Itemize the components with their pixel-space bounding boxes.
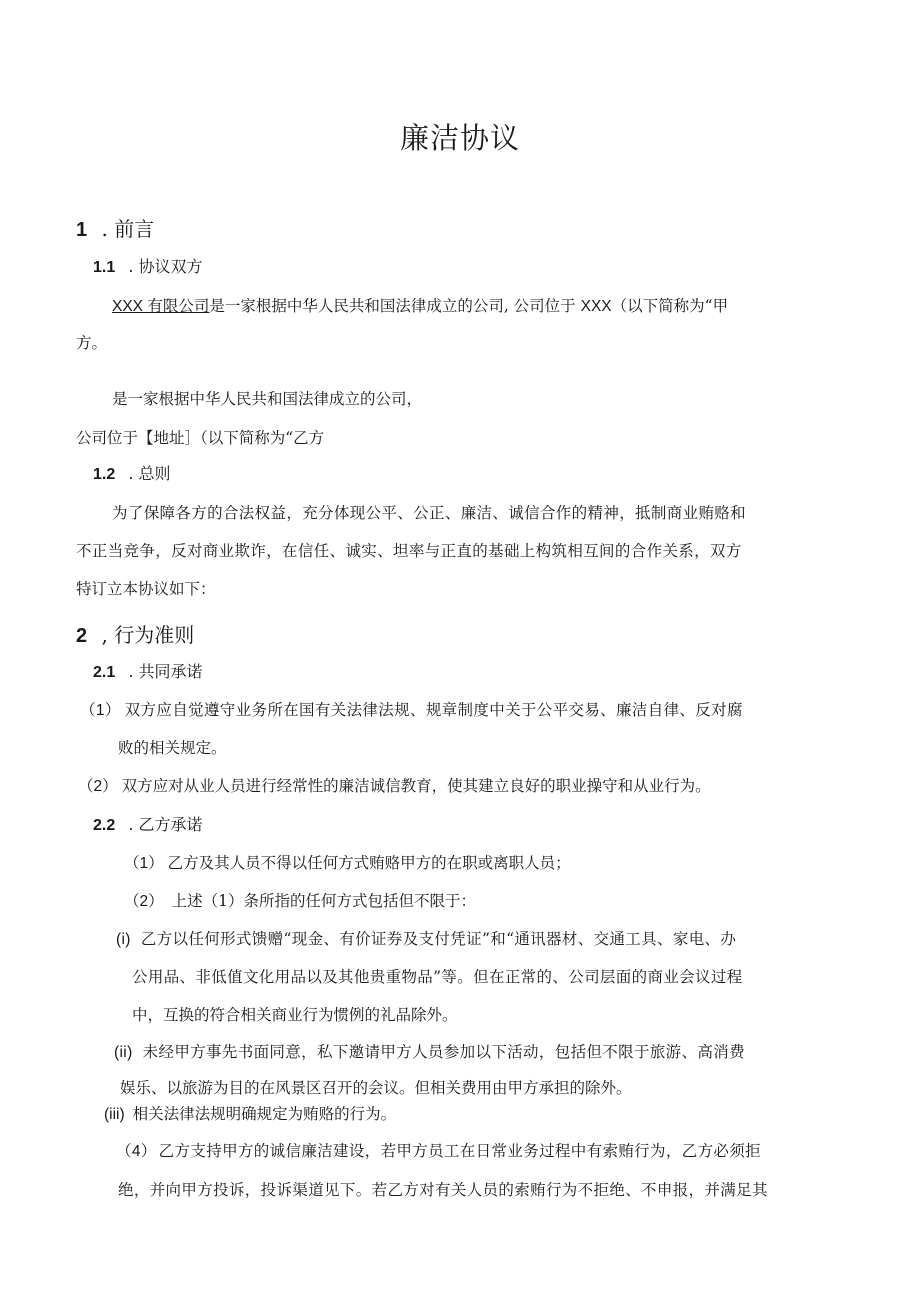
section-1-heading [76,217,154,242]
section-label: . 协议双方 [128,257,203,276]
page-title: 廉洁协议 [399,121,520,155]
item-text: 乙方支持甲方的诚信廉洁建设，若甲方员工在日常业务过程中有索贿行为，乙方必须拒 [158,1142,761,1160]
section-label: , 行为准则 [101,623,195,647]
subitem-i-line-3: 中，互换的符合相关商业行为惯例的礼品除外。 [132,1006,458,1024]
subitem-marker: (i) [116,931,131,948]
item-marker: （2） [124,893,164,910]
subitem-marker: (iii) [104,1106,125,1123]
party-a-company-name: XXX 有限公司 [112,298,210,315]
section-label: . 共同承诺 [128,662,203,681]
paragraph-party-b-line-2: 公司位于【地址］（以下简称为“乙方 [76,429,325,447]
party-b-commitment-2 [124,891,476,912]
subitem-ii-line-2: 娱乐、以旅游为目的在风景区召开的会议。但相关费用由甲方承担的除外。 [120,1079,632,1097]
section-1-1-heading [93,257,203,278]
party-a-address: XXX [580,298,612,315]
mutual-commitment-1-line-1 [80,700,743,721]
section-label: . 乙方承诺 [128,815,203,834]
general-principle-line-3: 特订立本协议如下： [76,580,216,598]
party-b-commitment-4-line-1 [116,1141,761,1162]
subitem-text: 未经甲方事先书面同意，私下邀请甲方人员参加以下活动，包括但不限于旅游、高消费 [142,1043,745,1061]
paragraph-party-a-line-2: 方。 [76,334,108,352]
item-marker: （2） [78,778,118,795]
section-number: 1 [76,219,88,241]
item-text: 乙方及其人员不得以任何方式贿赂甲方的在职或离职人员； [167,854,571,872]
section-number: 1.1 [93,259,116,276]
subitem-i-line-1 [116,929,736,950]
subitem-text: 乙方以任何形式馈赠“现金、有价证券及支付凭证”和“通讯器材、交通工具、家电、办 [140,930,737,948]
section-number: 2.2 [93,817,116,834]
subitem-marker: (ii) [114,1044,133,1061]
general-principle-line-1: 为了保障各方的合法权益，充分体现公平、公正、廉洁、诚信合作的精神，抵制商业贿赂和 [112,504,747,522]
section-label: . 总则 [128,464,171,483]
mutual-commitment-2 [78,776,711,797]
subitem-ii-line-1 [114,1042,745,1063]
item-marker: （1） [80,702,121,719]
subitem-iii [104,1104,396,1125]
section-2-2-heading [93,815,203,836]
party-a-text: 是一家根据中华人民共和国法律成立的公司, 公司位于 [209,297,576,315]
section-2-heading [76,623,194,648]
party-b-commitment-1 [124,853,571,874]
subitem-text: 相关法律法规明确规定为贿赂的行为。 [132,1105,397,1123]
paragraph-party-b-line-1: 是一家根据中华人民共和国法律成立的公司， [112,390,423,408]
section-number: 1.2 [93,466,116,483]
general-principle-line-2: 不正当竞争，反对商业欺诈，在信任、诚实、坦率与正直的基础上构筑相互间的合作关系，双方 [76,542,742,560]
item-text: 上述（1）条所指的任何方式包括但不限于： [171,892,476,910]
paragraph-party-a-line-1 [112,296,728,317]
item-marker: （4） [116,1143,157,1160]
party-a-text-2: （以下简称为“甲 [611,297,729,315]
item-text: 双方应对从业人员进行经常性的廉洁诚信教育，使其建立良好的职业操守和从业行为。 [121,777,711,795]
item-text: 双方应自觉遵守业务所在国有关法律法规、规章制度中关于公平交易、廉洁自律、反对腐 [124,701,743,719]
section-label: . 前言 [101,217,155,241]
section-2-1-heading [93,662,203,683]
subitem-i-line-2: 公用品、非低值文化用品以及其他贵重物品”等。但在正常的、公司层面的商业会议过程 [132,968,743,986]
section-1-2-heading [93,464,171,485]
mutual-commitment-1-line-2: 败的相关规定。 [118,739,227,757]
item-marker: （1） [124,855,164,872]
party-b-commitment-4-line-2: 绝，并向甲方投诉，投诉渠道见下。若乙方对有关人员的索贿行为不拒绝、不申报，并满足其 [118,1181,768,1199]
section-number: 2 [76,625,88,647]
section-number: 2.1 [93,664,116,681]
